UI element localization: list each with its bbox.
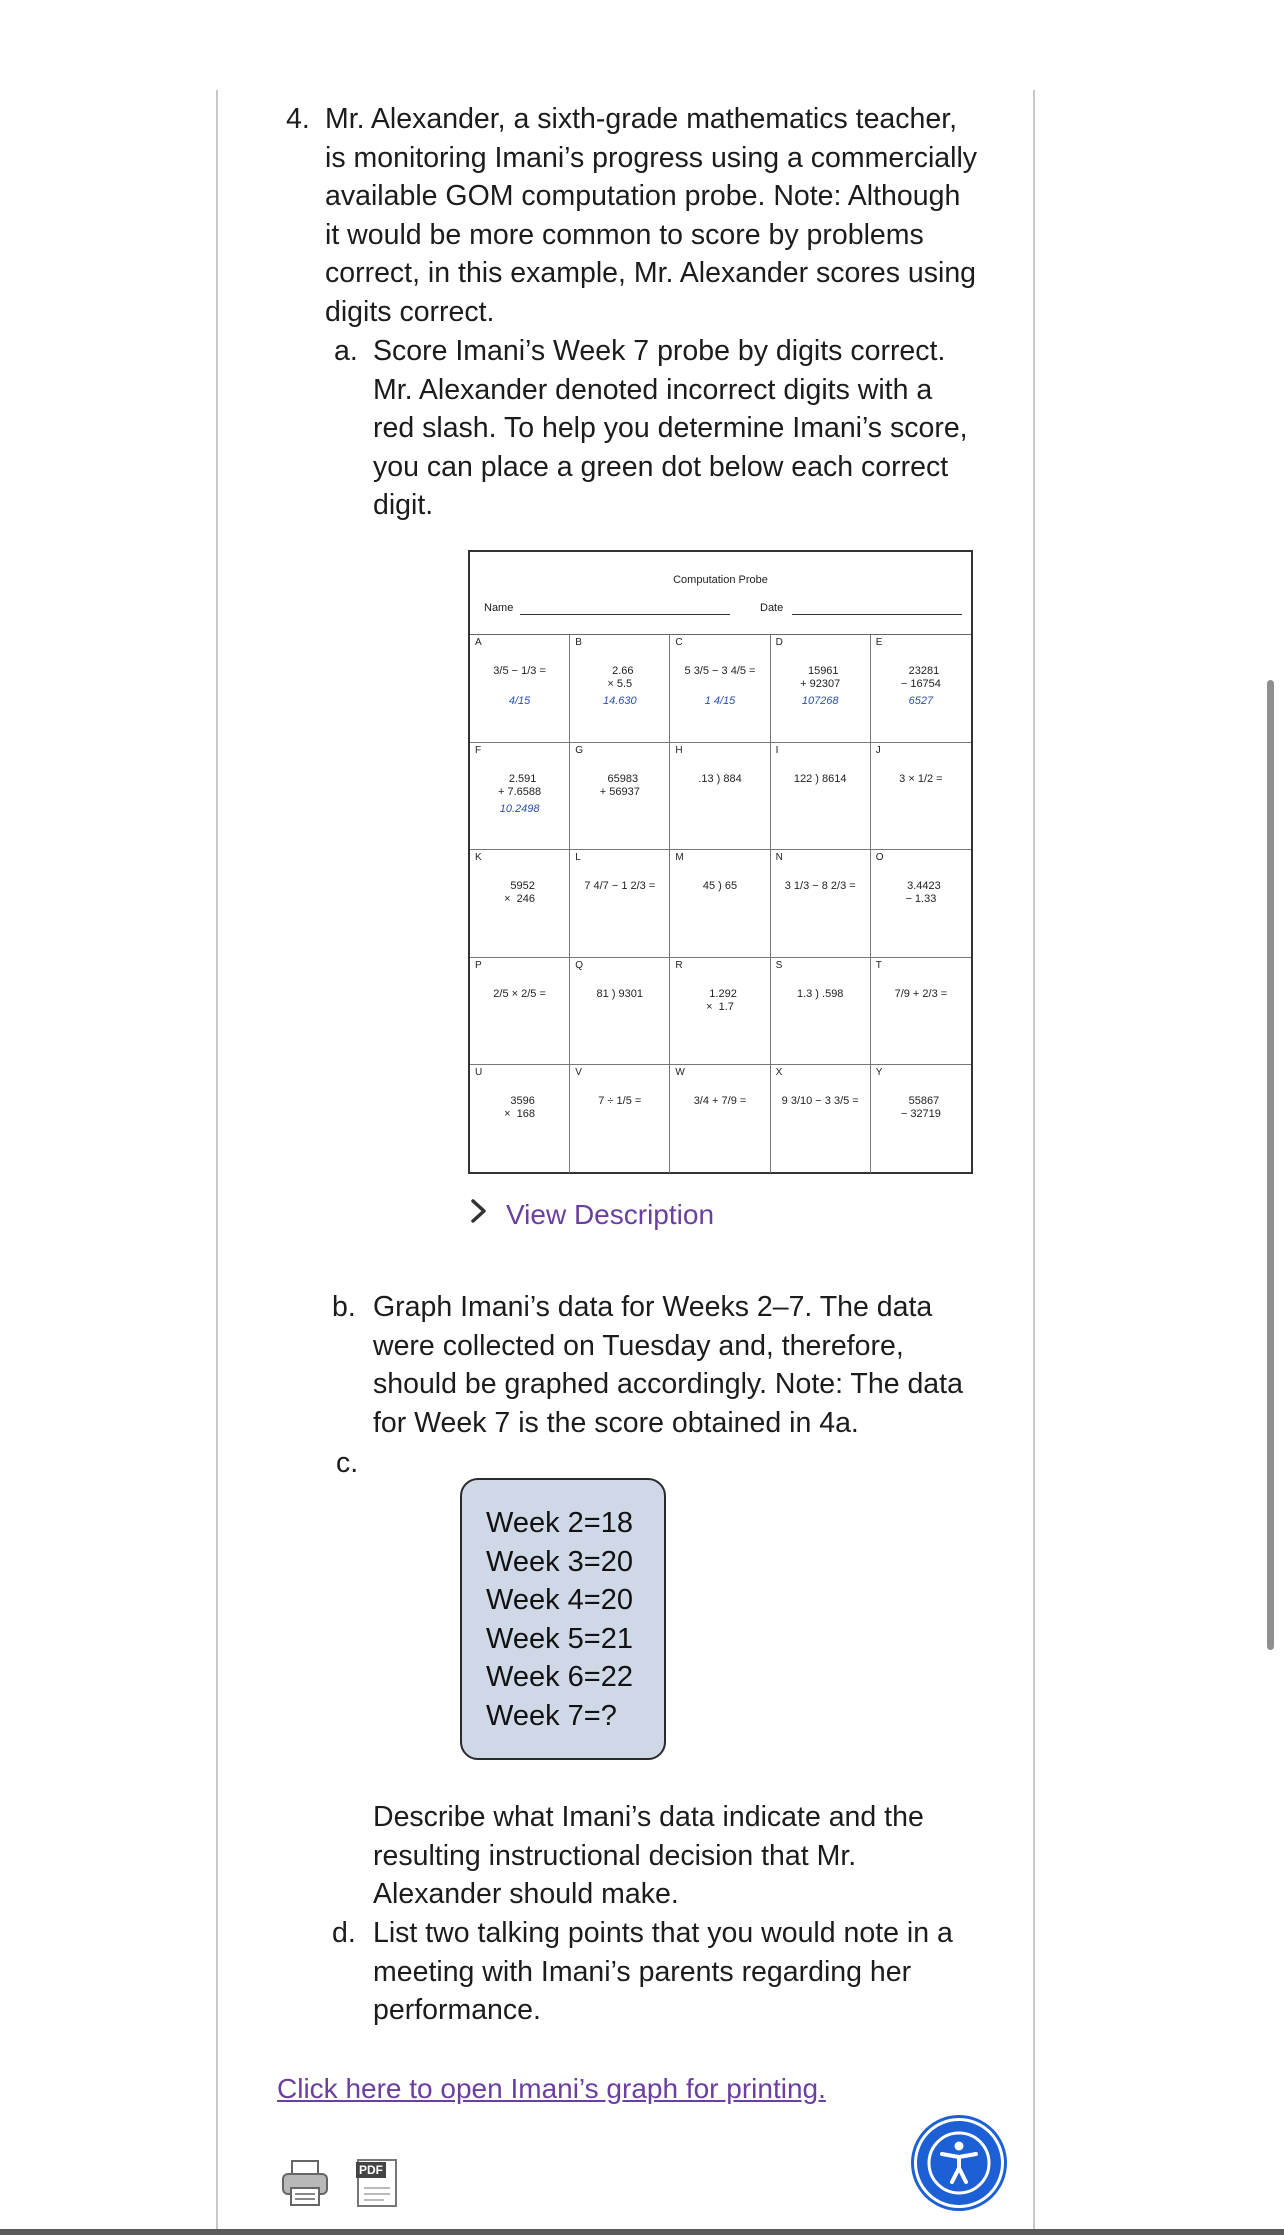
- probe-cell: [570, 1065, 670, 1173]
- probe-cell-answer: 14.630: [602, 695, 637, 707]
- view-description-label[interactable]: View Description: [506, 1199, 715, 1230]
- probe-cell-problem: 3/5 − 1/3 =: [493, 665, 546, 677]
- probe-cell-problem: .13 ) 884: [698, 772, 742, 785]
- probe-cell-letter: N: [775, 852, 783, 864]
- probe-cell: [771, 635, 871, 743]
- part-a-line: you can place a green dot below each correct: [373, 450, 949, 483]
- probe-cell-answer: 1 4/15: [704, 695, 736, 707]
- probe-cell-letter: A: [475, 637, 482, 648]
- question-intro-line: is monitoring Imani’s progress using a commercially: [325, 141, 978, 174]
- probe-cell-letter: F: [475, 744, 482, 756]
- probe-cell: [871, 958, 971, 1066]
- probe-cell-letter: X: [775, 1067, 783, 1079]
- probe-cell-letter: S: [775, 959, 783, 971]
- probe-cell: [871, 743, 971, 851]
- probe-cell-letter: I: [775, 744, 779, 756]
- week-value: Week 3=20: [486, 1545, 633, 1578]
- probe-date-label: Date: [760, 602, 784, 614]
- part-a-line: Mr. Alexander denoted incorrect digits with a: [373, 373, 933, 406]
- probe-cell-letter: Q: [575, 959, 583, 971]
- view-description-toggle[interactable]: [468, 1196, 714, 1234]
- question-intro-line: available GOM computation probe. Note: Although: [325, 180, 961, 212]
- probe-cell-letter: L: [575, 852, 581, 864]
- probe-cell: [670, 958, 770, 1066]
- probe-name-label: Name: [484, 602, 514, 614]
- probe-cell-problem: 81 ) 9301: [596, 987, 644, 1000]
- probe-cell-letter: W: [675, 1067, 685, 1079]
- probe-cell-problem: 2/5 × 2/5 =: [493, 987, 546, 1000]
- probe-cell-answer: 4/15: [508, 695, 531, 707]
- probe-title: Computation Probe: [673, 574, 768, 586]
- probe-cell-problem: 122 ) 8614: [793, 772, 847, 785]
- part-c-marker: c.: [336, 1447, 359, 1479]
- computation-probe-sheet: [468, 550, 973, 1174]
- week-value: Week 7=?: [486, 1699, 617, 1732]
- part-c-line: Describe what Imani’s data indicate and the: [373, 1801, 924, 1833]
- probe-cell: [771, 743, 871, 851]
- probe-cell-letter: R: [675, 959, 683, 971]
- part-b-line: should be graphed accordingly. Note: The data: [373, 1368, 963, 1400]
- probe-cell-problem: 23281 − 16754: [900, 665, 941, 690]
- part-a-marker: a.: [334, 335, 358, 367]
- probe-cell-letter: V: [575, 1067, 582, 1079]
- part-d-line: meeting with Imani’s parents regarding her: [373, 1955, 912, 1988]
- part-c-line: Alexander should make.: [373, 1878, 679, 1910]
- bottom-bar: [0, 2229, 1284, 2235]
- probe-cell: [470, 850, 570, 958]
- probe-cell: [670, 850, 770, 958]
- question-intro-line: it would be more common to score by problems: [325, 218, 924, 251]
- probe-cell-letter: B: [575, 637, 582, 648]
- probe-cell-problem: 7 4/7 − 1 2/3 =: [584, 880, 656, 893]
- probe-cell-problem: 9 3/10 − 3 3/5 =: [781, 1095, 859, 1108]
- probe-cell-letter: E: [875, 637, 883, 648]
- probe-cell-problem: 3/4 + 7/9 =: [693, 1095, 747, 1108]
- probe-cell: [670, 1065, 770, 1173]
- probe-cell-letter: Y: [875, 1067, 883, 1079]
- probe-cell: [570, 958, 670, 1066]
- scrollbar-thumb[interactable]: [1267, 680, 1274, 1650]
- probe-cell-problem: 3 × 1/2 =: [899, 772, 943, 785]
- probe-cell-answer: 107268: [801, 695, 839, 707]
- week-value: Week 6=22: [486, 1661, 633, 1693]
- probe-cell-problem: 2.66 × 5.5: [607, 665, 634, 690]
- probe-cell: [470, 1065, 570, 1173]
- question-intro-line: digits correct.: [325, 295, 495, 328]
- probe-cell: [670, 743, 770, 851]
- part-c-line: resulting instructional decision that Mr.: [373, 1839, 857, 1872]
- week-value: Week 4=20: [486, 1584, 633, 1616]
- part-a-line: Score Imani’s Week 7 probe by digits correct.: [373, 335, 946, 367]
- probe-cell-answer: 10.2498: [499, 802, 540, 815]
- part-b-line: Graph Imani’s data for Weeks 2–7. The data: [373, 1291, 933, 1323]
- probe-cell-problem: 15961 + 92307: [800, 665, 841, 690]
- probe-cell-problem: 7 ÷ 1/5 =: [598, 1095, 642, 1108]
- open-graph-link[interactable]: Click here to open Imani’s graph for printing.: [277, 2073, 826, 2104]
- probe-cell: [470, 958, 570, 1066]
- part-b-line: were collected on Tuesday and, therefore,: [373, 1329, 904, 1362]
- probe-cell-letter: M: [675, 852, 684, 864]
- chevron-right-icon: [468, 1196, 498, 1234]
- probe-cell-problem: 55867 − 32719: [900, 1095, 941, 1121]
- part-d-marker: d.: [332, 1917, 356, 1949]
- probe-cell-letter: D: [775, 637, 783, 648]
- probe-cell-problem: 45 ) 65: [702, 880, 738, 893]
- probe-cell-letter: U: [475, 1067, 483, 1079]
- probe-cell: [771, 850, 871, 958]
- probe-cell: [470, 635, 570, 743]
- question-intro-line: correct, in this example, Mr. Alexander scores using: [325, 257, 977, 289]
- probe-cell: [871, 1065, 971, 1173]
- printer-icon[interactable]: [280, 2158, 330, 2208]
- probe-cell-letter: J: [875, 744, 881, 756]
- part-a-line: digit.: [373, 489, 434, 521]
- content-right-rule: [1033, 90, 1035, 2235]
- accessibility-icon: [917, 2121, 1001, 2205]
- probe-cell-problem: 65983 + 56937: [599, 772, 640, 798]
- probe-cell: [470, 743, 570, 851]
- pdf-label: PDF: [359, 2163, 383, 2177]
- probe-cell-letter: P: [475, 959, 482, 971]
- probe-cell-problem: 1.292 × 1.7: [706, 987, 737, 1013]
- probe-cell: [570, 850, 670, 958]
- question-number: 4.: [286, 103, 310, 135]
- accessibility-button[interactable]: [914, 2118, 1004, 2208]
- probe-date-line: [792, 614, 962, 615]
- probe-cell: [670, 635, 770, 743]
- probe-cell-letter: C: [675, 637, 683, 648]
- weekly-data-box: [460, 1478, 666, 1760]
- probe-cell: [771, 958, 871, 1066]
- probe-name-line: [520, 614, 730, 615]
- probe-cell-problem: 1.3 ) .598: [796, 987, 844, 1000]
- probe-cell-letter: K: [475, 852, 482, 864]
- part-d-line: performance.: [373, 1994, 541, 2026]
- probe-cell-letter: H: [675, 744, 683, 756]
- probe-cell-problem: 3596 × 168: [504, 1095, 536, 1121]
- part-a-line: red slash. To help you determine Imani’s score,: [373, 412, 968, 444]
- pdf-icon[interactable]: [354, 2158, 400, 2208]
- probe-cell-problem: 7/9 + 2/3 =: [894, 987, 948, 1000]
- week-value: Week 2=18: [486, 1507, 633, 1539]
- part-b-marker: b.: [332, 1291, 356, 1323]
- probe-cell-letter: T: [875, 959, 882, 971]
- probe-cell: [771, 1065, 871, 1173]
- content-left-rule: [216, 90, 218, 2235]
- week-value: Week 5=21: [486, 1622, 633, 1655]
- probe-cell-letter: G: [575, 744, 583, 756]
- probe-cell-problem: 5952 × 246: [504, 880, 536, 906]
- probe-cell: [570, 635, 670, 743]
- probe-cell-letter: O: [875, 852, 884, 864]
- question-intro-line: Mr. Alexander, a sixth-grade mathematics teacher,: [325, 103, 958, 135]
- probe-problem-grid: [470, 634, 971, 1173]
- probe-cell: [871, 635, 971, 743]
- part-d-line: List two talking points that you would note in a: [373, 1917, 953, 1949]
- probe-cell: [871, 850, 971, 958]
- probe-cell-problem: 2.591 + 7.6588: [498, 772, 542, 798]
- probe-cell-problem: 5 3/5 − 3 4/5 =: [684, 665, 756, 677]
- part-b-line: for Week 7 is the score obtained in 4a.: [373, 1406, 859, 1439]
- probe-cell-problem: 3.4423 − 1.33: [905, 880, 941, 906]
- probe-cell-problem: 3 1/3 − 8 2/3 =: [784, 880, 856, 893]
- probe-cell-answer: 6527: [908, 695, 934, 707]
- probe-cell: [570, 743, 670, 851]
